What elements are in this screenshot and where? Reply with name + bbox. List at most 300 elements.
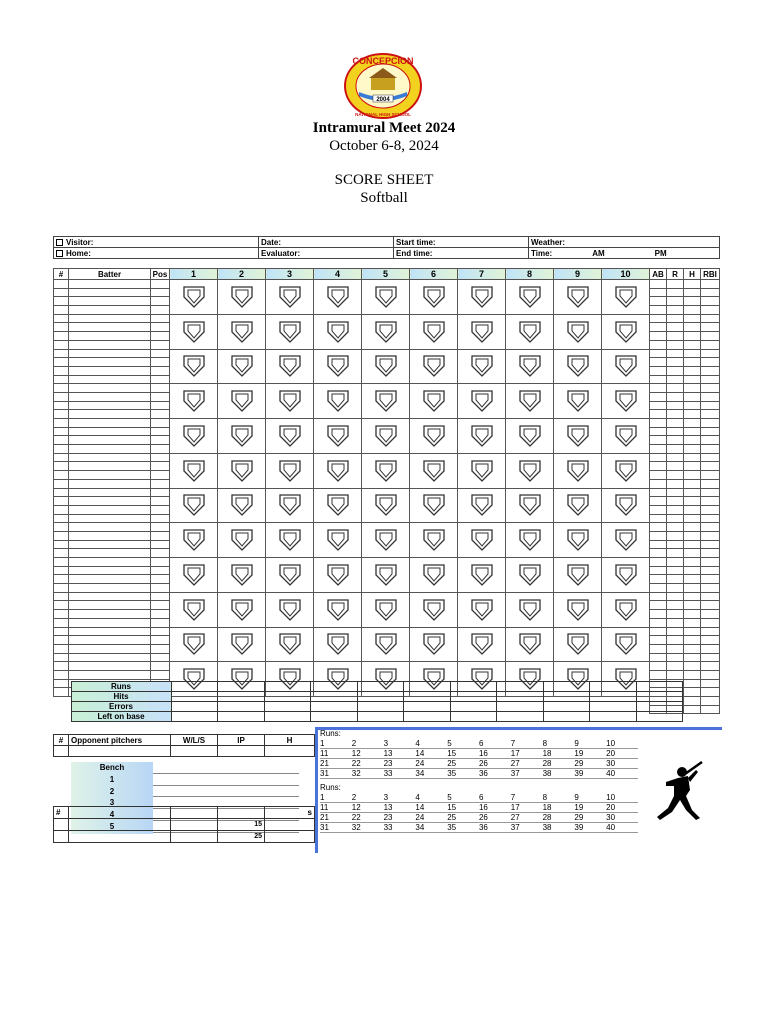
- run-number[interactable]: 16: [479, 803, 511, 813]
- stat-cell[interactable]: [684, 392, 701, 401]
- totals-cell[interactable]: [311, 702, 358, 712]
- batter-name-cell[interactable]: [69, 392, 151, 401]
- stat-cell[interactable]: [650, 366, 667, 375]
- stat-cell[interactable]: [667, 436, 684, 445]
- totals-cell[interactable]: [497, 682, 544, 692]
- run-number[interactable]: 4: [415, 793, 447, 803]
- at-bat-cell[interactable]: [506, 349, 554, 384]
- stat-cell[interactable]: [701, 627, 720, 636]
- at-bat-cell[interactable]: [554, 523, 602, 558]
- stat-cell[interactable]: [684, 549, 701, 558]
- run-number[interactable]: 32: [352, 823, 384, 833]
- stat-cell[interactable]: [684, 288, 701, 297]
- at-bat-cell[interactable]: [266, 523, 314, 558]
- totals-cell[interactable]: [590, 702, 637, 712]
- at-bat-cell[interactable]: [506, 419, 554, 454]
- batter-pos-cell[interactable]: [151, 427, 170, 436]
- batter-pos-cell[interactable]: [151, 670, 170, 679]
- batter-number-cell[interactable]: [54, 653, 69, 662]
- stat-cell[interactable]: [701, 523, 720, 532]
- totals-cell[interactable]: [543, 702, 590, 712]
- at-bat-cell[interactable]: [458, 349, 506, 384]
- stat-cell[interactable]: [667, 392, 684, 401]
- stat-cell[interactable]: [701, 618, 720, 627]
- run-number[interactable]: 12: [352, 803, 384, 813]
- batter-number-cell[interactable]: [54, 445, 69, 454]
- batter-pos-cell[interactable]: [151, 601, 170, 610]
- stat-cell[interactable]: [684, 375, 701, 384]
- batter-number-cell[interactable]: [54, 627, 69, 636]
- run-number[interactable]: 21: [320, 759, 352, 769]
- stat-cell[interactable]: [650, 653, 667, 662]
- batter-pos-cell[interactable]: [151, 462, 170, 471]
- batter-number-cell[interactable]: [54, 601, 69, 610]
- stat-cell[interactable]: [667, 410, 684, 419]
- stat-cell[interactable]: [650, 592, 667, 601]
- stat-total-cell[interactable]: [701, 705, 720, 714]
- at-bat-cell[interactable]: [218, 419, 266, 454]
- batter-pos-cell[interactable]: [151, 540, 170, 549]
- at-bat-cell[interactable]: [458, 558, 506, 593]
- at-bat-cell[interactable]: [602, 558, 650, 593]
- stat-cell[interactable]: [701, 636, 720, 645]
- batter-name-cell[interactable]: [69, 653, 151, 662]
- batter-name-cell[interactable]: [69, 514, 151, 523]
- stat-cell[interactable]: [684, 558, 701, 567]
- totals-cell[interactable]: [636, 682, 683, 692]
- at-bat-cell[interactable]: [458, 419, 506, 454]
- stat-cell[interactable]: [684, 627, 701, 636]
- batter-name-cell[interactable]: [69, 375, 151, 384]
- batter-name-cell[interactable]: [69, 366, 151, 375]
- batter-number-cell[interactable]: [54, 436, 69, 445]
- batter-name-cell[interactable]: [69, 540, 151, 549]
- at-bat-cell[interactable]: [362, 419, 410, 454]
- batter-name-cell[interactable]: [69, 410, 151, 419]
- stat-cell[interactable]: [650, 314, 667, 323]
- run-number[interactable]: 2: [352, 793, 384, 803]
- batter-pos-cell[interactable]: [151, 479, 170, 488]
- run-number[interactable]: 15: [447, 749, 479, 759]
- stat-cell[interactable]: [650, 662, 667, 671]
- stat-cell[interactable]: [650, 670, 667, 679]
- stat-cell[interactable]: [667, 358, 684, 367]
- at-bat-cell[interactable]: [410, 349, 458, 384]
- stat-cell[interactable]: [667, 471, 684, 480]
- at-bat-cell[interactable]: [602, 419, 650, 454]
- at-bat-cell[interactable]: [458, 523, 506, 558]
- totals-cell[interactable]: [497, 702, 544, 712]
- at-bat-cell[interactable]: [218, 627, 266, 662]
- batter-name-cell[interactable]: [69, 662, 151, 671]
- stat-cell[interactable]: [684, 601, 701, 610]
- run-number[interactable]: 24: [415, 759, 447, 769]
- stat-cell[interactable]: [684, 471, 701, 480]
- stat-cell[interactable]: [701, 419, 720, 428]
- stat-cell[interactable]: [667, 558, 684, 567]
- stat-cell[interactable]: [701, 297, 720, 306]
- run-number[interactable]: 13: [384, 749, 416, 759]
- totals-cell[interactable]: [311, 692, 358, 702]
- batter-name-cell[interactable]: [69, 306, 151, 315]
- at-bat-cell[interactable]: [170, 558, 218, 593]
- stat-cell[interactable]: [701, 445, 720, 454]
- stat-cell[interactable]: [667, 427, 684, 436]
- totals-cell[interactable]: [264, 692, 311, 702]
- batter-name-cell[interactable]: [69, 670, 151, 679]
- stat-cell[interactable]: [701, 644, 720, 653]
- at-bat-cell[interactable]: [266, 419, 314, 454]
- run-number[interactable]: 14: [415, 749, 447, 759]
- stat-cell[interactable]: [667, 419, 684, 428]
- run-number[interactable]: 39: [574, 823, 606, 833]
- at-bat-cell[interactable]: [458, 453, 506, 488]
- at-bat-cell[interactable]: [170, 349, 218, 384]
- stat-cell[interactable]: [667, 514, 684, 523]
- run-number[interactable]: 9: [574, 739, 606, 749]
- run-number[interactable]: 17: [511, 749, 543, 759]
- stat-cell[interactable]: [684, 332, 701, 341]
- batter-number-cell[interactable]: [54, 471, 69, 480]
- totals-cell[interactable]: [404, 692, 451, 702]
- run-number[interactable]: 7: [511, 793, 543, 803]
- at-bat-cell[interactable]: [554, 314, 602, 349]
- stat-cell[interactable]: [701, 497, 720, 506]
- batter-name-cell[interactable]: [69, 427, 151, 436]
- batter-pos-cell[interactable]: [151, 297, 170, 306]
- stat-cell[interactable]: [684, 566, 701, 575]
- at-bat-cell[interactable]: [602, 488, 650, 523]
- date-field[interactable]: Date:: [259, 237, 394, 248]
- stat-cell[interactable]: [667, 445, 684, 454]
- run-number[interactable]: 38: [543, 823, 575, 833]
- batter-number-cell[interactable]: [54, 549, 69, 558]
- stat-cell[interactable]: [650, 488, 667, 497]
- totals-cell[interactable]: [497, 712, 544, 722]
- at-bat-cell[interactable]: [266, 349, 314, 384]
- at-bat-cell[interactable]: [602, 349, 650, 384]
- batter-name-cell[interactable]: [69, 332, 151, 341]
- run-number[interactable]: 11: [320, 749, 352, 759]
- stat-cell[interactable]: [650, 392, 667, 401]
- totals-cell[interactable]: [171, 712, 218, 722]
- at-bat-cell[interactable]: [458, 314, 506, 349]
- stat-cell[interactable]: [701, 358, 720, 367]
- stat-cell[interactable]: [684, 653, 701, 662]
- run-number[interactable]: 33: [384, 823, 416, 833]
- stat-cell[interactable]: [667, 549, 684, 558]
- stat-cell[interactable]: [701, 280, 720, 289]
- stat-cell[interactable]: [684, 445, 701, 454]
- run-number[interactable]: 31: [320, 823, 352, 833]
- stat-cell[interactable]: [667, 627, 684, 636]
- batter-pos-cell[interactable]: [151, 531, 170, 540]
- totals-cell[interactable]: [171, 702, 218, 712]
- stat-cell[interactable]: [701, 488, 720, 497]
- end-time-field[interactable]: End time:: [394, 248, 529, 259]
- at-bat-cell[interactable]: [170, 419, 218, 454]
- at-bat-cell[interactable]: [506, 384, 554, 419]
- stat-cell[interactable]: [701, 384, 720, 393]
- batter-pos-cell[interactable]: [151, 401, 170, 410]
- stat-cell[interactable]: [684, 479, 701, 488]
- stat-cell[interactable]: [701, 601, 720, 610]
- stat-cell[interactable]: [650, 479, 667, 488]
- at-bat-cell[interactable]: [506, 558, 554, 593]
- at-bat-cell[interactable]: [314, 558, 362, 593]
- run-number[interactable]: 30: [606, 759, 638, 769]
- run-number[interactable]: 17: [511, 803, 543, 813]
- batter-pos-cell[interactable]: [151, 662, 170, 671]
- at-bat-cell[interactable]: [170, 314, 218, 349]
- at-bat-cell[interactable]: [362, 280, 410, 315]
- totals-cell[interactable]: [590, 692, 637, 702]
- batter-number-cell[interactable]: [54, 531, 69, 540]
- stat-cell[interactable]: [650, 288, 667, 297]
- batter-pos-cell[interactable]: [151, 332, 170, 341]
- at-bat-cell[interactable]: [170, 488, 218, 523]
- at-bat-cell[interactable]: [362, 523, 410, 558]
- at-bat-cell[interactable]: [314, 453, 362, 488]
- batter-pos-cell[interactable]: [151, 471, 170, 480]
- batter-pos-cell[interactable]: [151, 549, 170, 558]
- stat-cell[interactable]: [650, 401, 667, 410]
- at-bat-cell[interactable]: [218, 384, 266, 419]
- at-bat-cell[interactable]: [506, 523, 554, 558]
- stat-cell[interactable]: [701, 410, 720, 419]
- batter-number-cell[interactable]: [54, 662, 69, 671]
- at-bat-cell[interactable]: [362, 488, 410, 523]
- stat-cell[interactable]: [684, 323, 701, 332]
- at-bat-cell[interactable]: [266, 453, 314, 488]
- at-bat-cell[interactable]: [458, 488, 506, 523]
- totals-cell[interactable]: [543, 712, 590, 722]
- batter-number-cell[interactable]: [54, 514, 69, 523]
- totals-cell[interactable]: [311, 712, 358, 722]
- batter-number-cell[interactable]: [54, 314, 69, 323]
- batter-number-cell[interactable]: [54, 340, 69, 349]
- weather-field[interactable]: Weather:: [529, 237, 720, 248]
- batter-name-cell[interactable]: [69, 358, 151, 367]
- stat-cell[interactable]: [684, 592, 701, 601]
- batter-number-cell[interactable]: [54, 375, 69, 384]
- at-bat-cell[interactable]: [266, 314, 314, 349]
- batter-pos-cell[interactable]: [151, 375, 170, 384]
- stat-cell[interactable]: [684, 340, 701, 349]
- totals-cell[interactable]: [636, 702, 683, 712]
- run-number[interactable]: 29: [574, 759, 606, 769]
- stat-cell[interactable]: [667, 505, 684, 514]
- stat-total-cell[interactable]: [701, 697, 720, 706]
- at-bat-cell[interactable]: [266, 488, 314, 523]
- at-bat-cell[interactable]: [410, 419, 458, 454]
- batter-name-cell[interactable]: [69, 601, 151, 610]
- batter-pos-cell[interactable]: [151, 445, 170, 454]
- batter-number-cell[interactable]: [54, 410, 69, 419]
- totals-cell[interactable]: [450, 702, 497, 712]
- stat-cell[interactable]: [701, 558, 720, 567]
- stat-cell[interactable]: [684, 575, 701, 584]
- stat-cell[interactable]: [667, 375, 684, 384]
- visitor-field[interactable]: Visitor:: [54, 237, 259, 248]
- stat-cell[interactable]: [684, 419, 701, 428]
- run-number[interactable]: 18: [543, 749, 575, 759]
- run-number[interactable]: 27: [511, 759, 543, 769]
- stat-cell[interactable]: [650, 410, 667, 419]
- at-bat-cell[interactable]: [170, 627, 218, 662]
- batter-pos-cell[interactable]: [151, 366, 170, 375]
- stat-cell[interactable]: [684, 497, 701, 506]
- at-bat-cell[interactable]: [458, 280, 506, 315]
- totals-cell[interactable]: [357, 712, 404, 722]
- stat-cell[interactable]: [701, 670, 720, 679]
- batter-number-cell[interactable]: [54, 358, 69, 367]
- stat-cell[interactable]: [701, 349, 720, 358]
- stat-cell[interactable]: [684, 514, 701, 523]
- batter-number-cell[interactable]: [54, 558, 69, 567]
- stat-cell[interactable]: [684, 401, 701, 410]
- batter-number-cell[interactable]: [54, 323, 69, 332]
- run-number[interactable]: 8: [543, 793, 575, 803]
- stat-cell[interactable]: [701, 679, 720, 688]
- batter-number-cell[interactable]: [54, 462, 69, 471]
- totals-cell[interactable]: [590, 712, 637, 722]
- run-number[interactable]: 34: [415, 823, 447, 833]
- stat-total-cell[interactable]: [684, 697, 701, 706]
- stat-cell[interactable]: [667, 531, 684, 540]
- batter-name-cell[interactable]: [69, 453, 151, 462]
- at-bat-cell[interactable]: [314, 314, 362, 349]
- start-time-field[interactable]: Start time:: [394, 237, 529, 248]
- at-bat-cell[interactable]: [170, 592, 218, 627]
- batter-name-cell[interactable]: [69, 558, 151, 567]
- batter-name-cell[interactable]: [69, 505, 151, 514]
- batter-number-cell[interactable]: [54, 505, 69, 514]
- stat-cell[interactable]: [650, 514, 667, 523]
- stat-cell[interactable]: [684, 462, 701, 471]
- at-bat-cell[interactable]: [554, 280, 602, 315]
- stat-cell[interactable]: [650, 427, 667, 436]
- stat-cell[interactable]: [684, 427, 701, 436]
- batter-pos-cell[interactable]: [151, 610, 170, 619]
- run-number[interactable]: 16: [479, 749, 511, 759]
- run-number[interactable]: 21: [320, 813, 352, 823]
- stat-cell[interactable]: [650, 618, 667, 627]
- run-number[interactable]: 35: [447, 769, 479, 779]
- at-bat-cell[interactable]: [266, 592, 314, 627]
- at-bat-cell[interactable]: [410, 488, 458, 523]
- stat-cell[interactable]: [701, 653, 720, 662]
- batter-number-cell[interactable]: [54, 401, 69, 410]
- at-bat-cell[interactable]: [170, 453, 218, 488]
- stat-cell[interactable]: [701, 427, 720, 436]
- at-bat-cell[interactable]: [266, 280, 314, 315]
- stat-cell[interactable]: [650, 601, 667, 610]
- batter-number-cell[interactable]: [54, 566, 69, 575]
- stat-cell[interactable]: [650, 523, 667, 532]
- stat-cell[interactable]: [701, 314, 720, 323]
- stat-cell[interactable]: [650, 497, 667, 506]
- at-bat-cell[interactable]: [410, 280, 458, 315]
- batter-name-cell[interactable]: [69, 531, 151, 540]
- at-bat-cell[interactable]: [218, 488, 266, 523]
- run-number[interactable]: 3: [384, 739, 416, 749]
- batter-pos-cell[interactable]: [151, 566, 170, 575]
- totals-cell[interactable]: [450, 712, 497, 722]
- batter-pos-cell[interactable]: [151, 323, 170, 332]
- at-bat-cell[interactable]: [314, 419, 362, 454]
- run-number[interactable]: 34: [415, 769, 447, 779]
- batter-pos-cell[interactable]: [151, 288, 170, 297]
- stat-cell[interactable]: [667, 349, 684, 358]
- at-bat-cell[interactable]: [554, 349, 602, 384]
- stat-cell[interactable]: [667, 401, 684, 410]
- stat-cell[interactable]: [701, 540, 720, 549]
- at-bat-cell[interactable]: [506, 314, 554, 349]
- at-bat-cell[interactable]: [314, 488, 362, 523]
- totals-cell[interactable]: [590, 682, 637, 692]
- stat-cell[interactable]: [667, 540, 684, 549]
- stat-cell[interactable]: [701, 323, 720, 332]
- run-number[interactable]: 37: [511, 769, 543, 779]
- at-bat-cell[interactable]: [506, 453, 554, 488]
- batter-name-cell[interactable]: [69, 280, 151, 289]
- batter-pos-cell[interactable]: [151, 306, 170, 315]
- batter-name-cell[interactable]: [69, 340, 151, 349]
- at-bat-cell[interactable]: [554, 453, 602, 488]
- run-number[interactable]: 8: [543, 739, 575, 749]
- stat-cell[interactable]: [701, 288, 720, 297]
- stat-cell[interactable]: [701, 505, 720, 514]
- totals-cell[interactable]: [404, 712, 451, 722]
- batter-name-cell[interactable]: [69, 523, 151, 532]
- batter-pos-cell[interactable]: [151, 514, 170, 523]
- at-bat-cell[interactable]: [218, 558, 266, 593]
- run-number[interactable]: 23: [384, 813, 416, 823]
- run-number[interactable]: 15: [447, 803, 479, 813]
- batter-name-cell[interactable]: [69, 288, 151, 297]
- run-number[interactable]: 38: [543, 769, 575, 779]
- stat-cell[interactable]: [684, 358, 701, 367]
- batter-name-cell[interactable]: [69, 314, 151, 323]
- stat-cell[interactable]: [650, 436, 667, 445]
- stat-cell[interactable]: [667, 297, 684, 306]
- batter-name-cell[interactable]: [69, 419, 151, 428]
- stat-cell[interactable]: [667, 575, 684, 584]
- batter-number-cell[interactable]: [54, 384, 69, 393]
- at-bat-cell[interactable]: [506, 488, 554, 523]
- batter-number-cell[interactable]: [54, 288, 69, 297]
- batter-name-cell[interactable]: [69, 436, 151, 445]
- at-bat-cell[interactable]: [458, 384, 506, 419]
- stat-cell[interactable]: [667, 610, 684, 619]
- at-bat-cell[interactable]: [602, 453, 650, 488]
- at-bat-cell[interactable]: [554, 558, 602, 593]
- stat-cell[interactable]: [650, 566, 667, 575]
- run-number[interactable]: 40: [606, 769, 638, 779]
- at-bat-cell[interactable]: [410, 592, 458, 627]
- at-bat-cell[interactable]: [218, 280, 266, 315]
- stat-cell[interactable]: [684, 366, 701, 375]
- totals-cell[interactable]: [543, 692, 590, 702]
- at-bat-cell[interactable]: [602, 384, 650, 419]
- stat-cell[interactable]: [667, 618, 684, 627]
- batter-pos-cell[interactable]: [151, 644, 170, 653]
- batter-number-cell[interactable]: [54, 297, 69, 306]
- at-bat-cell[interactable]: [362, 592, 410, 627]
- stat-cell[interactable]: [650, 419, 667, 428]
- stat-cell[interactable]: [684, 297, 701, 306]
